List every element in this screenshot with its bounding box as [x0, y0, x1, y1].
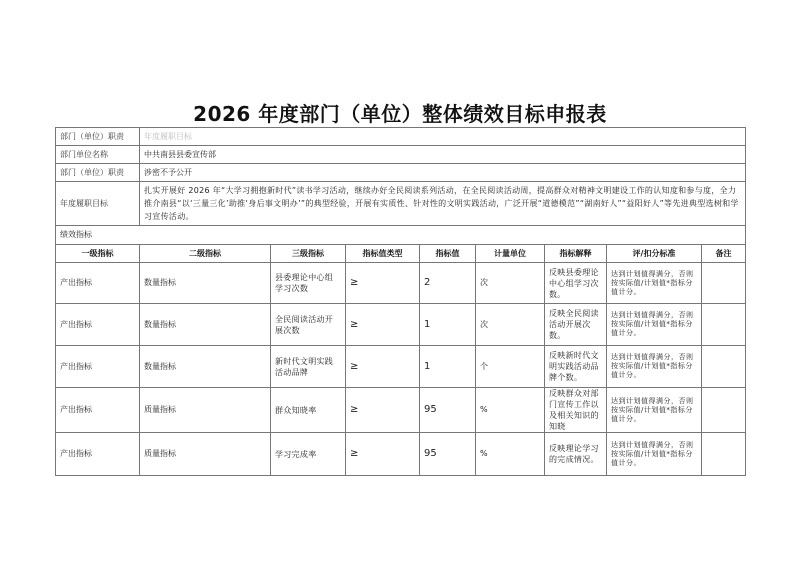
type-cell: ≥ [346, 388, 420, 433]
remark-cell [702, 388, 746, 433]
unit-cell: 次 [476, 263, 545, 304]
value-cell: 2 [420, 263, 476, 304]
level1-cell: 产出指标 [56, 346, 140, 388]
unit-name-label: 部门单位名称 [56, 146, 140, 164]
header-cell: 一级指标 [56, 245, 140, 263]
table-row [56, 388, 746, 433]
goal-value: 扎实开展好 2026 年“大学习拥抱新时代”读书学习活动，继续办好全民阅读系列活动，在全民阅读活动周，提高群众对精神文明建设工作的认知度和参与度，全力推介南县“以‘三量三化’助推‘身后事文明办’”的典型经验，开展有实质性、针对性的文明实践活动，广泛开展“道德模范”“湖南好人”“益阳好人”等先进典型选树和学习宣传活动。 [140, 182, 746, 226]
info-row-unit [56, 146, 746, 164]
unit-cell: 个 [476, 346, 545, 388]
performance-table [55, 127, 746, 476]
info-row-indicators [56, 226, 746, 245]
level3-cell: 全民阅读活动开展次数 [271, 304, 346, 346]
level1-cell: 产出指标 [56, 304, 140, 346]
level2-cell: 数量指标 [140, 304, 271, 346]
duty-value: 年度履职目标 [140, 128, 746, 146]
remark-cell [702, 433, 746, 476]
type-cell: ≥ [346, 263, 420, 304]
standard-cell: 达到计划值得满分，否则按实际值/计划值*指标分值计分。 [607, 346, 702, 388]
level3-cell: 县委理论中心组学习次数 [271, 263, 346, 304]
type-cell: ≥ [346, 304, 420, 346]
standard-cell: 达到计划值得满分，否则按实际值/计划值*指标分值计分。 [607, 304, 702, 346]
page-title: 2026 年度部门（单位）整体绩效目标申报表 [193, 102, 607, 126]
info-row-duty [56, 128, 746, 146]
duty2-label: 部门（单位）职责 [56, 164, 140, 182]
level2-cell: 质量指标 [140, 388, 271, 433]
duty-label: 部门（单位）职责 [56, 128, 140, 146]
standard-cell: 达到计划值得满分，否则按实际值/计划值*指标分值计分。 [607, 388, 702, 433]
goal-label: 年度履职目标 [56, 182, 140, 226]
header-cell: 指标解释 [545, 245, 607, 263]
unit-cell: % [476, 388, 545, 433]
table-header-row [56, 245, 746, 263]
info-row-duty2 [56, 164, 746, 182]
header-cell: 三级指标 [271, 245, 346, 263]
value-cell: 95 [420, 388, 476, 433]
value-cell: 1 [420, 346, 476, 388]
value-cell: 1 [420, 304, 476, 346]
header-cell: 计量单位 [476, 245, 545, 263]
unit-cell: 次 [476, 304, 545, 346]
level2-cell: 质量指标 [140, 433, 271, 476]
level1-cell: 产出指标 [56, 263, 140, 304]
standard-cell: 达到计划值得满分，否则按实际值/计划值*指标分值计分。 [607, 433, 702, 476]
remark-cell [702, 304, 746, 346]
table-row [56, 304, 746, 346]
explanation-text: 反映群众对部门宣传工作以及相关知识的知晓 [549, 389, 599, 431]
table-row [56, 263, 746, 304]
level1-cell: 产出指标 [56, 433, 140, 476]
explanation-cell: 反映县委理论中心组学习次数。 [545, 263, 607, 304]
level3-cell: 学习完成率 [271, 433, 346, 476]
unit-cell: % [476, 433, 545, 476]
level2-cell: 数量指标 [140, 346, 271, 388]
explanation-cell [545, 388, 607, 433]
header-cell: 指标值 [420, 245, 476, 263]
explanation-cell: 反映全民阅读活动开展次数。 [545, 304, 607, 346]
standard-cell: 达到计划值得满分，否则按实际值/计划值*指标分值计分。 [607, 263, 702, 304]
type-cell: ≥ [346, 433, 420, 476]
level2-cell: 数量指标 [140, 263, 271, 304]
type-cell: ≥ [346, 346, 420, 388]
level3-cell: 群众知晓率 [271, 388, 346, 433]
unit-name-value: 中共南县县委宣传部 [140, 146, 746, 164]
level3-cell: 新时代文明实践活动品牌 [271, 346, 346, 388]
indicators-label: 绩效指标 [56, 226, 746, 245]
table-row [56, 346, 746, 388]
header-cell: 二级指标 [140, 245, 271, 263]
remark-cell [702, 346, 746, 388]
remark-cell [702, 263, 746, 304]
header-cell: 指标值类型 [346, 245, 420, 263]
explanation-cell: 反映理论学习的完成情况。 [545, 433, 607, 476]
explanation-text: 反映新时代文明实践活动品牌个数。 [549, 351, 599, 382]
header-cell: 评/扣分标准 [607, 245, 702, 263]
header-cell: 备注 [702, 245, 746, 263]
value-cell: 95 [420, 433, 476, 476]
duty2-value: 涉密不予公开 [140, 164, 746, 182]
table-row [56, 433, 746, 476]
level1-cell: 产出指标 [56, 388, 140, 433]
info-row-goal [56, 182, 746, 226]
explanation-cell [545, 346, 607, 388]
